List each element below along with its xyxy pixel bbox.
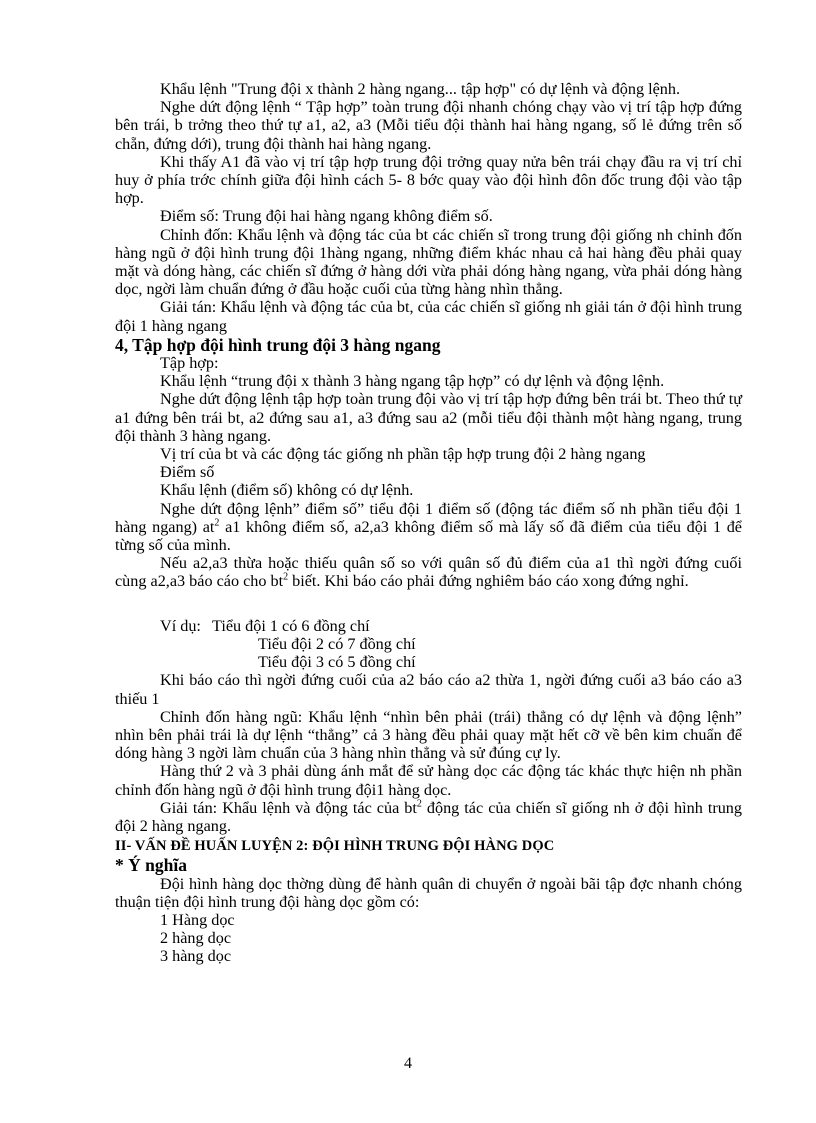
subsection-heading: * Ý nghĩa [115, 855, 187, 876]
paragraph: Tập hợp: [160, 354, 219, 373]
paragraph: Khẩu lệnh (điểm số) không có dự lệnh. [160, 481, 414, 500]
superscript: 2 [214, 517, 220, 529]
example-row [160, 617, 742, 635]
list-item: 2 hàng dọc [160, 929, 232, 948]
paragraph: Điểm số: Trung đội hai hàng ngang không điểm số. [160, 207, 493, 226]
list-item: 3 hàng dọc [160, 947, 232, 966]
paragraph: Giải tán: Khẩu lệnh và động tác của bt, của các chiến sĩ giống nh giải tán ở đội hình trung đội 1 hàng ngang [115, 298, 742, 335]
document-page [115, 80, 742, 966]
paragraph: Khẩu lệnh "Trung đội x thành 2 hàng ngang... tập hợp" có dự lệnh và động lệnh. [160, 80, 680, 98]
paragraph [115, 799, 742, 835]
paragraph: Điểm số [160, 463, 215, 482]
paragraph: Hàng thứ 2 và 3 phải dùng ánh mắt để sử hàng dọc các động tác khác thực hiện nh phần chỉnh đốn hàng ngũ ở đội hình trung đội1 hàng dọc. [115, 762, 742, 799]
text-run: Nghe dứt động lệnh” điểm số” tiểu đội 1 điểm số (động tác điểm số nh phần tiểu đội 1 hàng ngang) at [115, 499, 742, 536]
superscript: 2 [283, 572, 289, 584]
spacer [115, 591, 742, 617]
text-run: a1 không điểm số, a2,a3 không điểm số mà lấy số đã điểm của tiểu đội 1 để từng số của mình. [115, 517, 742, 555]
example-block [115, 617, 742, 672]
paragraph [115, 500, 742, 555]
paragraph: Chỉnh đốn: Khẩu lệnh và động tác của bt các chiến sĩ trong trung đội giống nh chỉnh đốn hàng ngũ ở đội hình trung đội 1hàng ngang, những điểm khác nhau cả hai hàng đều phải quay mặt và dóng hàng, các chiến sĩ đứng ở hàng dới vừa phải dóng hàng ngang, vừa phải dóng hàng dọc, ngời làm chuẩn đứng ở đầu hoặc cuối của từng hàng nhìn thẳng. [115, 225, 742, 299]
text-run: Nếu a2,a3 thừa hoặc thiếu quân số so với quân số đủ điểm của a1 thì ngời đứng cuối cùng a2,a3 báo cáo cho bt [115, 554, 742, 591]
paragraph [115, 554, 742, 590]
text-run: Giải tán: Khẩu lệnh và động tác của bt [160, 798, 417, 817]
paragraph: Vị trí của bt và các động tác giống nh phần tập hợp trung đội 2 hàng ngang [160, 445, 646, 464]
page-number: 4 [404, 1055, 412, 1072]
example-label: Ví dụ: [160, 616, 201, 635]
paragraph: Nghe dứt động lệnh tập hợp toàn trung đội vào vị trí tập hợp đứng bên trái bt. Theo thứ tự a1 đứng bên trái bt, a2 đứng sau a1, a3 đứng sau a2 (mỗi tiểu đội thành một hàng ngang, trung đội thành 3 hàng ngang. [115, 390, 742, 445]
text-run: động tác của chiến sĩ giống nh ở đội hình trung đội 2 hàng ngang. [115, 798, 742, 835]
paragraph: Khẩu lệnh “trung đội x thành 3 hàng ngang tập hợp” có dự lệnh và động lệnh. [160, 372, 665, 391]
superscript: 2 [416, 798, 422, 810]
paragraph: Khi thấy A1 đã vào vị trí tập hợp trung đội trởng quay nửa bên trái chạy đầu ra vị trí chỉ huy ở phía trớc chính giữa đội hình cách 5- 8 bớc quay vào đội hình đôn đốc trung đội vào tập hợp. [115, 152, 742, 208]
section-heading: 4, Tập hợp đội hình trung đội 3 hàng ngang [115, 334, 441, 355]
paragraph: Khi báo cáo thì ngời đứng cuối của a2 báo cáo a2 thừa 1, ngời đứng cuối a3 báo cáo a3 thiếu 1 [115, 671, 742, 708]
paragraph: Đội hình hàng dọc thờng dùng để hành quân di chuyển ở ngoài bãi tập đợc nhanh chóng thuận tiện đội hình trung đội hàng dọc gồm có: [115, 874, 742, 911]
paragraph: Chỉnh đốn hàng ngũ: Khẩu lệnh “nhìn bên phải (trái) thẳng có dự lệnh và động lệnh” nhìn bên phải trái là dự lệnh “thẳng” cả 3 hàng đều phải quay mặt hết cỡ về bên kim chuẩn để dóng hàng 3 ngời làm chuẩn của 3 hàng nhìn thẳng và sử đúng cự ly. [115, 707, 742, 763]
example-item: Tiểu đội 2 có 7 đồng chí [258, 634, 416, 653]
section-heading: II- VẤN ĐỀ HUẤN LUYỆN 2: ĐỘI HÌNH TRUNG ĐỘI HÀNG DỌC [115, 838, 555, 855]
text-run: biết. Khi báo cáo phải đứng nghiêm báo cáo xong đứng nghỉ. [288, 572, 689, 591]
example-item: Tiểu đội 3 có 5 đồng chí [258, 653, 416, 672]
example-item: Tiểu đội 1 có 6 đồng chí [212, 616, 370, 635]
list-item: 1 Hàng dọc [160, 910, 235, 929]
paragraph: Nghe dứt động lệnh “ Tập hợp” toàn trung đội nhanh chóng chạy vào vị trí tập hợp đứng bên trái, b trởng theo thứ tự a1, a2, a3 (Mỗi tiểu đội thành hai hàng ngang, số lẻ đứng trên số chẵn, đứng dới), trung đội thành hai hàng ngang. [115, 98, 742, 153]
